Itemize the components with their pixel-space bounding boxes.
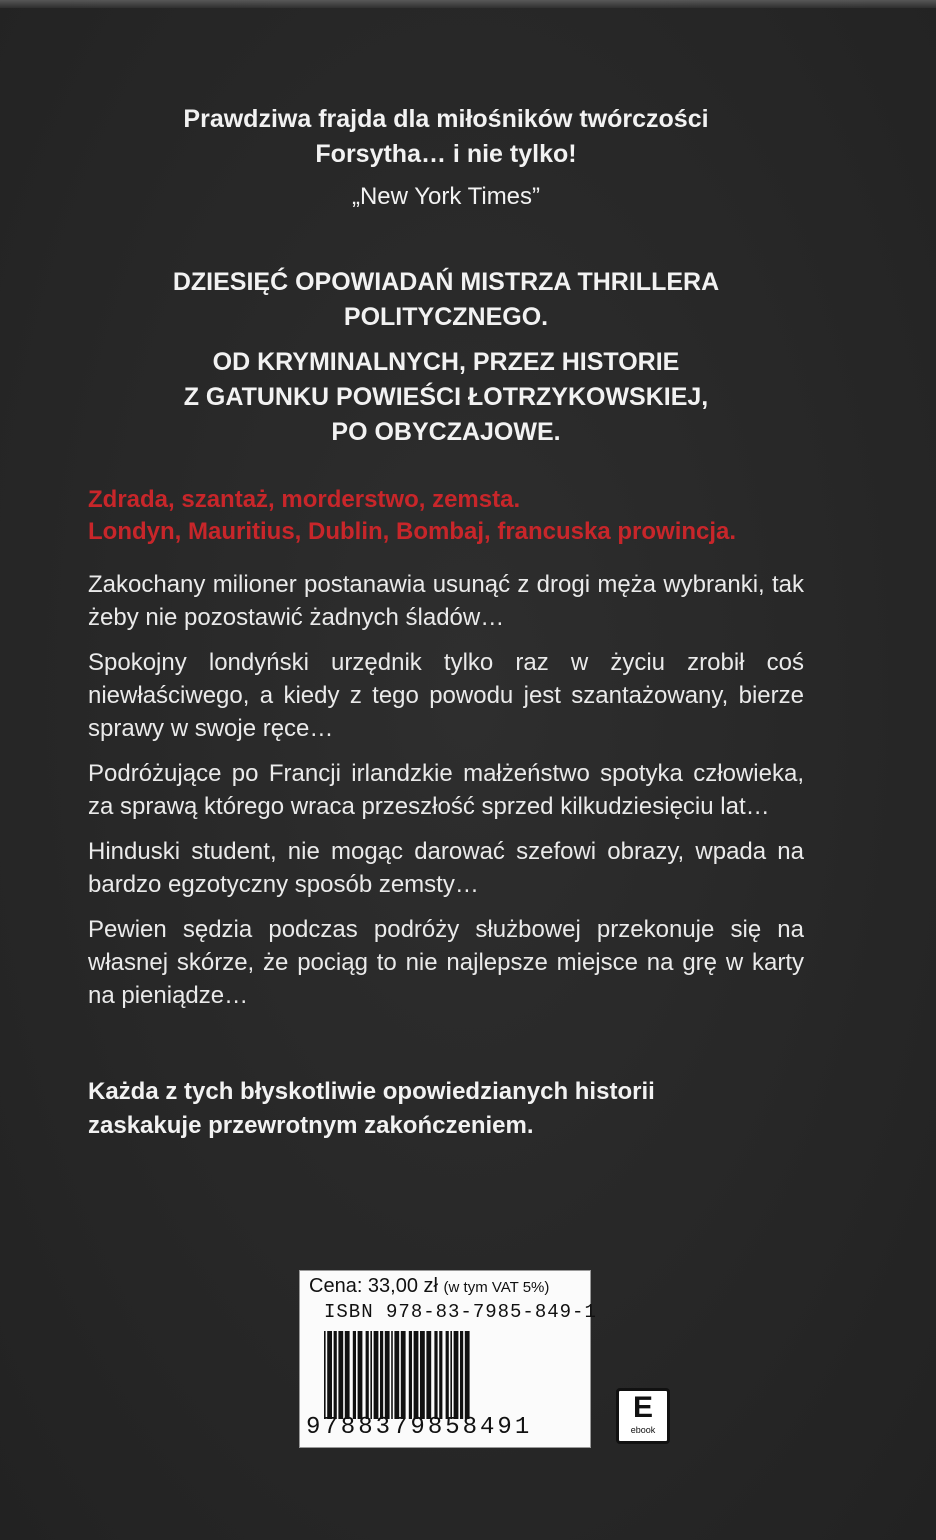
barcode-label	[299, 1270, 597, 1448]
ebook-letter: E	[632, 1391, 653, 1424]
story-paragraph: Spokojny londyński urzędnik tylko raz w życiu zrobił coś niewłaściwego, a kiedy z tego powodu jest szantażowany, bierze sprawy w swoje ręce…	[88, 649, 804, 742]
headline-line-1: DZIESIĘĆ OPOWIADAŃ MISTRZA THRILLERA	[172, 268, 720, 296]
headline-line-4: Z GATUNKU POWIEŚCI ŁOTRZYKOWSKIEJ,	[183, 383, 709, 411]
price: Cena: 33,00 zł	[309, 1275, 438, 1297]
highlight-text	[88, 484, 804, 548]
barcode-digits: 9788379858491	[306, 1414, 533, 1441]
headline-part-1	[88, 265, 804, 335]
story-paragraph: Zakochany milioner postanawia usunąć z drogi męża wybranki, tak żeby nie pozostawić żadnych śladów…	[88, 571, 804, 631]
barcode-bars	[322, 1331, 580, 1419]
headline-part-2	[88, 345, 804, 450]
story-descriptions	[88, 568, 804, 1024]
headline-line-5: PO OBYCZAJOWE.	[331, 418, 561, 446]
isbn: ISBN 978-83-7985-849-1	[324, 1301, 597, 1323]
closing-statement	[88, 1075, 804, 1143]
headline-line-3: OD KRYMINALNYCH, PRZEZ HISTORIE	[212, 348, 680, 376]
review-quote-line-2: Forsytha… i nie tylko!	[315, 140, 577, 168]
headline-line-2: POLITYCZNEGO.	[343, 303, 549, 331]
vat-note: (w tym VAT 5%)	[443, 1279, 550, 1296]
headline	[88, 265, 804, 460]
ebook-label: ebook	[630, 1425, 656, 1435]
review-quote-line-1: Prawdziwa frajda dla miłośników twórczości	[183, 105, 709, 133]
story-paragraph: Hinduski student, nie mogąc darować szefowi obrazy, wpada na bardzo egzotyczny sposób zemsty…	[88, 838, 804, 898]
highlight-line-2: Londyn, Mauritius, Dublin, Bombaj, francuska prowincja.	[88, 518, 737, 545]
closing-line-1: Każda z tych błyskotliwie opowiedzianych historii	[88, 1078, 655, 1105]
review-blurb	[88, 102, 804, 214]
story-paragraph: Pewien sędzia podczas podróży służbowej przekonuje się na własnej skórze, że pociąg to nie najlepsze miejsce na grę w karty na pieniądze…	[88, 916, 804, 1009]
top-edge-wear	[0, 0, 936, 8]
price-line	[309, 1275, 549, 1298]
ebook-badge	[616, 1388, 670, 1444]
highlight-line-1: Zdrada, szantaż, morderstwo, zemsta.	[88, 486, 521, 513]
story-paragraph: Podróżujące po Francji irlandzkie małżeństwo spotyka człowieka, za sprawą którego wraca przeszłość sprzed kilkudziesięciu lat…	[88, 760, 804, 820]
closing-line-2: zaskakuje przewrotnym zakończeniem.	[88, 1112, 534, 1139]
review-source: „New York Times”	[351, 183, 541, 210]
